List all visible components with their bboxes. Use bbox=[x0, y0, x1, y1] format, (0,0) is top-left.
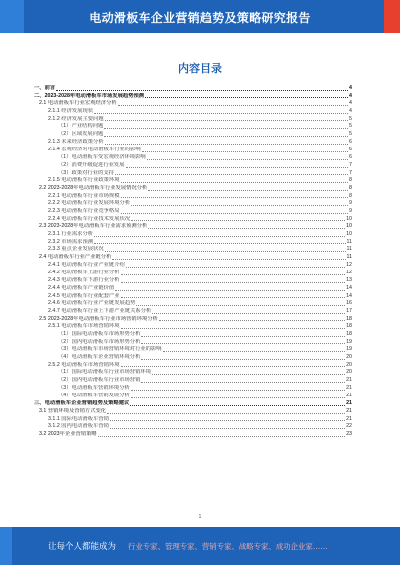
header-right-accent bbox=[384, 0, 400, 33]
toc-entry[interactable] bbox=[34, 170, 352, 178]
toc-entry[interactable] bbox=[34, 254, 352, 262]
toc-entry-page: 14 bbox=[346, 292, 352, 299]
toc-leader-dots bbox=[141, 336, 345, 337]
toc-entry-page: 21 bbox=[346, 384, 352, 391]
toc-entry-title: 2.2.2 电动滑板车行业发展环境分析 bbox=[48, 200, 131, 207]
toc-leader-dots bbox=[94, 113, 348, 114]
toc-entry-title: （3）政策对行业的支持 bbox=[58, 169, 114, 176]
toc-entry-title: （1）国际电动滑板车市场形势分析 bbox=[58, 331, 141, 337]
toc-leader-dots bbox=[105, 144, 348, 145]
toc-entry[interactable] bbox=[34, 139, 352, 147]
toc-entry-title: （1）国际电动滑板车行业市场营销环境 bbox=[58, 369, 151, 376]
toc-leader-dots bbox=[105, 120, 348, 121]
toc-entry-title: 一、前言 bbox=[34, 85, 56, 91]
toc-entry-title: 2.4.7 电动滑板车行业上下游产业链关系分析 bbox=[48, 307, 152, 314]
toc-entry-page: 21 bbox=[346, 407, 352, 414]
toc-entry-title: 2.5.2 电动滑板车市场营销环境 bbox=[48, 361, 120, 368]
header-bar bbox=[0, 0, 400, 33]
toc-leader-dots bbox=[130, 405, 345, 406]
toc-entry[interactable] bbox=[34, 377, 352, 385]
toc-entry-page: 11 bbox=[346, 238, 352, 245]
toc-entry-page: 16 bbox=[346, 300, 352, 307]
toc-leader-dots bbox=[121, 328, 346, 329]
toc-entry[interactable] bbox=[34, 108, 352, 116]
report-title: 电动滑板车企业营销趋势及策略研究报告 bbox=[89, 11, 311, 25]
toc-entry-title: 2.1.4 宏观经济对电动滑板车行业的影响 bbox=[48, 146, 141, 153]
toc-leader-dots bbox=[163, 351, 346, 352]
toc-entry[interactable] bbox=[34, 385, 352, 393]
toc-entry[interactable] bbox=[34, 231, 352, 239]
toc-entry-page: 13 bbox=[346, 277, 352, 284]
toc-leader-dots bbox=[115, 290, 345, 291]
toc-entry-title: 2.4.2 电动滑板车上游行业分析 bbox=[48, 269, 120, 276]
toc-entry[interactable] bbox=[34, 185, 352, 193]
toc-leader-dots bbox=[131, 390, 345, 391]
toc-entry[interactable] bbox=[34, 346, 352, 354]
toc-leader-dots bbox=[131, 205, 348, 206]
toc-entry[interactable] bbox=[34, 416, 352, 424]
toc-entry-page: 5 bbox=[349, 115, 352, 122]
toc-leader-dots bbox=[142, 151, 348, 152]
toc-entry-page: 4 bbox=[349, 92, 352, 99]
toc-leader-dots bbox=[121, 197, 349, 198]
toc-entry[interactable] bbox=[34, 246, 352, 254]
toc-entry[interactable] bbox=[34, 400, 352, 408]
toc-leader-dots bbox=[121, 274, 346, 275]
toc-entry-title: （4）电动滑板车企业营销环境分析 bbox=[58, 354, 141, 361]
toc-leader-dots bbox=[107, 413, 345, 414]
toc-entry-title: （2）区域发展问题 bbox=[58, 131, 104, 138]
toc-entry-page: 19 bbox=[346, 338, 352, 345]
toc-entry-page: 18 bbox=[346, 315, 352, 322]
toc-entry[interactable] bbox=[34, 193, 352, 201]
toc-entry-page: 6 bbox=[349, 146, 352, 153]
toc-entry-title: 2.4.6 电动滑板车行业产业链发展趋势 bbox=[48, 300, 136, 307]
toc-entry-title: 2.5 2023-2028年电动滑板车行业市场营销环境分析 bbox=[39, 315, 158, 322]
toc-leader-dots bbox=[145, 97, 348, 98]
toc-entry-page: 10 bbox=[346, 223, 352, 230]
toc-leader-dots bbox=[105, 251, 346, 252]
toc-entry-page: 20 bbox=[346, 361, 352, 368]
toc-entry-title: 2.4 电动滑板车行业产业链分析 bbox=[39, 254, 112, 261]
toc-leader-dots bbox=[121, 297, 346, 298]
toc-entry-title: 2.2.1 电动滑板车行业市场规模 bbox=[48, 192, 120, 199]
toc-entry-page: 20 bbox=[346, 354, 352, 361]
toc-entry-title: 二、2023-2028年电动滑板车市场发展趋势预测 bbox=[34, 92, 145, 99]
toc-entry-title: 2.1 电动滑板车行业宏观经济分析 bbox=[39, 100, 117, 107]
toc-entry-title: 3.1.1 国际电动滑板车营销 bbox=[48, 415, 109, 422]
toc-leader-dots bbox=[112, 259, 345, 260]
toc-entry-title: 2.1.3 未来经济政策分析 bbox=[48, 138, 104, 145]
table-of-contents bbox=[34, 85, 352, 439]
toc-entry-page: 21 bbox=[346, 377, 352, 384]
toc-entry-page: 9 bbox=[349, 200, 352, 207]
toc-entry-page: 12 bbox=[346, 261, 352, 268]
toc-leader-dots bbox=[115, 174, 348, 175]
toc-entry[interactable] bbox=[34, 408, 352, 416]
toc-entry[interactable] bbox=[34, 131, 352, 139]
toc-leader-dots bbox=[121, 182, 349, 183]
toc-entry-page: 11 bbox=[346, 246, 352, 253]
toc-entry[interactable] bbox=[34, 177, 352, 185]
toc-entry-page: 21 bbox=[346, 400, 352, 407]
toc-entry[interactable] bbox=[34, 162, 352, 170]
toc-entry-title: （1）产业结构问题 bbox=[58, 123, 104, 130]
toc-leader-dots bbox=[148, 228, 345, 229]
footer-left-accent bbox=[0, 527, 12, 565]
toc-entry[interactable] bbox=[34, 116, 352, 124]
toc-leader-dots bbox=[131, 220, 345, 221]
toc-entry-title: 2.3.3 重点企业发展状况 bbox=[48, 246, 104, 253]
toc-leader-dots bbox=[121, 282, 346, 283]
toc-entry[interactable] bbox=[34, 362, 352, 370]
toc-leader-dots bbox=[98, 436, 345, 437]
toc-entry-title: 2.4.3 电动滑板车下游行业分析 bbox=[48, 277, 120, 284]
toc-entry-title: 2.3.2 市场需求预测 bbox=[48, 238, 94, 245]
toc-entry-title: 2.2 2023-2028年电动滑板车行业发展情况分析 bbox=[39, 184, 148, 191]
toc-entry-page: 17 bbox=[346, 307, 352, 314]
toc-entry-page: 8 bbox=[349, 177, 352, 184]
toc-entry-title: 2.1.1 经济发展现状 bbox=[48, 108, 94, 115]
toc-entry[interactable] bbox=[34, 154, 352, 162]
toc-entry-page: 21 bbox=[346, 392, 352, 399]
toc-entry[interactable] bbox=[34, 369, 352, 377]
toc-entry-page: 4 bbox=[349, 100, 352, 107]
toc-entry-page: 7 bbox=[349, 161, 352, 168]
toc-heading: 内容目录 bbox=[178, 62, 222, 75]
toc-entry[interactable] bbox=[34, 431, 352, 439]
toc-entry-title: 2.3 2023-2028年电动滑板车行业需求预测分析 bbox=[39, 223, 148, 230]
toc-entry[interactable] bbox=[34, 293, 352, 301]
toc-entry[interactable] bbox=[34, 354, 352, 362]
toc-entry-page: 7 bbox=[349, 169, 352, 176]
toc-entry-title: （4）电动滑板车营销发展分析 bbox=[58, 392, 130, 399]
toc-entry[interactable] bbox=[34, 308, 352, 316]
toc-entry[interactable] bbox=[34, 393, 352, 401]
toc-entry-page: 5 bbox=[349, 131, 352, 138]
toc-entry-title: 2.2.3 电动滑板车行业竞争格局 bbox=[48, 208, 120, 214]
toc-entry[interactable] bbox=[34, 262, 352, 270]
toc-entry-title: （3）电动滑板车市场营销环境对行业的影响 bbox=[58, 346, 162, 353]
toc-leader-dots bbox=[126, 267, 345, 268]
toc-entry[interactable] bbox=[34, 208, 352, 216]
toc-leader-dots bbox=[121, 366, 346, 367]
toc-leader-dots bbox=[159, 320, 345, 321]
toc-entry[interactable] bbox=[34, 123, 352, 131]
toc-leader-dots bbox=[131, 397, 345, 398]
toc-entry-title: （2）国内电动滑板车行业市场营销 bbox=[58, 377, 141, 384]
toc-entry[interactable] bbox=[34, 423, 352, 431]
toc-entry[interactable] bbox=[34, 316, 352, 324]
toc-entry[interactable] bbox=[34, 100, 352, 108]
toc-leader-dots bbox=[110, 420, 345, 421]
toc-entry[interactable] bbox=[34, 277, 352, 285]
toc-entry-page: 9 bbox=[349, 208, 352, 214]
toc-entry-page: 10 bbox=[346, 215, 352, 222]
toc-entry-title: （1）电动滑板车受宏观经济环境影响 bbox=[58, 154, 146, 161]
footer-bar bbox=[0, 527, 400, 565]
toc-leader-dots bbox=[148, 190, 348, 191]
toc-entry[interactable] bbox=[34, 300, 352, 308]
toc-entry[interactable] bbox=[34, 323, 352, 331]
toc-leader-dots bbox=[104, 136, 348, 137]
toc-entry-page: 14 bbox=[346, 284, 352, 291]
toc-entry[interactable] bbox=[34, 200, 352, 208]
toc-leader-dots bbox=[141, 343, 345, 344]
page-number: 1 bbox=[198, 514, 202, 520]
toc-entry-title: 2.3.1 行业需求分析 bbox=[48, 231, 94, 238]
toc-entry-page: 23 bbox=[346, 430, 352, 437]
toc-entry-page: 6 bbox=[349, 138, 352, 145]
toc-entry-page: 8 bbox=[349, 184, 352, 191]
toc-entry-title: 2.2.4 电动滑板车行业技术发展状况 bbox=[48, 215, 131, 222]
toc-entry-page: 5 bbox=[349, 123, 352, 130]
toc-entry[interactable] bbox=[34, 147, 352, 155]
toc-entry-page: 6 bbox=[349, 154, 352, 161]
toc-entry-title: （3）电动滑板车营销环境分析 bbox=[58, 384, 130, 391]
toc-entry-title: 3.1 营销环境及营销方式变化 bbox=[39, 407, 107, 414]
toc-entry-page: 4 bbox=[349, 85, 352, 91]
toc-leader-dots bbox=[147, 159, 348, 160]
toc-entry[interactable] bbox=[34, 223, 352, 231]
toc-leader-dots bbox=[136, 305, 345, 306]
toc-entry-title: 3.2 2023年企业营销策略 bbox=[39, 430, 97, 437]
toc-entry[interactable] bbox=[34, 331, 352, 339]
toc-entry-page: 8 bbox=[349, 192, 352, 199]
toc-entry-page: 11 bbox=[346, 254, 352, 261]
toc-entry[interactable] bbox=[34, 85, 352, 93]
toc-entry[interactable] bbox=[34, 93, 352, 101]
toc-entry-page: 12 bbox=[346, 269, 352, 276]
toc-entry[interactable] bbox=[34, 216, 352, 224]
toc-entry-title: 2.1.5 电动滑板车行业政策环境 bbox=[48, 177, 120, 184]
footer-expert-list: 行业专家、管理专家、营销专家、战略专家、成功企业家…… bbox=[128, 542, 328, 551]
toc-leader-dots bbox=[56, 90, 348, 91]
toc-entry[interactable] bbox=[34, 270, 352, 278]
toc-entry-title: 三、电动滑板车企业营销趋势及策略建议 bbox=[34, 400, 130, 407]
toc-leader-dots bbox=[94, 236, 345, 237]
toc-entry-page: 21 bbox=[346, 415, 352, 422]
toc-leader-dots bbox=[152, 374, 345, 375]
toc-entry-page: 10 bbox=[346, 231, 352, 238]
toc-entry-page: 22 bbox=[346, 423, 352, 430]
toc-entry[interactable] bbox=[34, 239, 352, 247]
toc-leader-dots bbox=[141, 382, 345, 383]
toc-entry[interactable] bbox=[34, 285, 352, 293]
toc-leader-dots bbox=[141, 359, 345, 360]
toc-entry-title: 2.5.1 电动滑板车市场营销环境 bbox=[48, 323, 120, 330]
toc-entry-title: （2）国内电动滑板车市场形势分析 bbox=[58, 338, 141, 345]
toc-leader-dots bbox=[104, 128, 348, 129]
toc-leader-dots bbox=[121, 213, 349, 214]
toc-entry-title: 2.1.2 经济发展主要问题 bbox=[48, 115, 104, 122]
toc-entry-page: 18 bbox=[346, 331, 352, 337]
toc-entry[interactable] bbox=[34, 339, 352, 347]
toc-leader-dots bbox=[94, 243, 345, 244]
toc-leader-dots bbox=[110, 428, 345, 429]
toc-entry-title: 2.4.4 电动滑板车产业链价值 bbox=[48, 284, 115, 291]
toc-leader-dots bbox=[126, 167, 349, 168]
toc-leader-dots bbox=[152, 313, 345, 314]
toc-entry-page: 4 bbox=[349, 108, 352, 115]
toc-entry-title: 3.1.2 国内电动滑板车营销 bbox=[48, 423, 109, 430]
toc-leader-dots bbox=[118, 105, 348, 106]
toc-entry-page: 19 bbox=[346, 346, 352, 353]
toc-entry-title: （2）消费升级促进行业发展 bbox=[58, 161, 125, 168]
toc-entry-title: 2.4.1 电动滑板车行业产业链介绍 bbox=[48, 261, 125, 268]
toc-entry-title: 2.4.5 电动滑板车行业配套产业 bbox=[48, 292, 120, 299]
toc-entry-page: 18 bbox=[346, 323, 352, 330]
toc-entry-page: 20 bbox=[346, 369, 352, 376]
footer-slogan: 让每个人都能成为 bbox=[48, 542, 117, 552]
